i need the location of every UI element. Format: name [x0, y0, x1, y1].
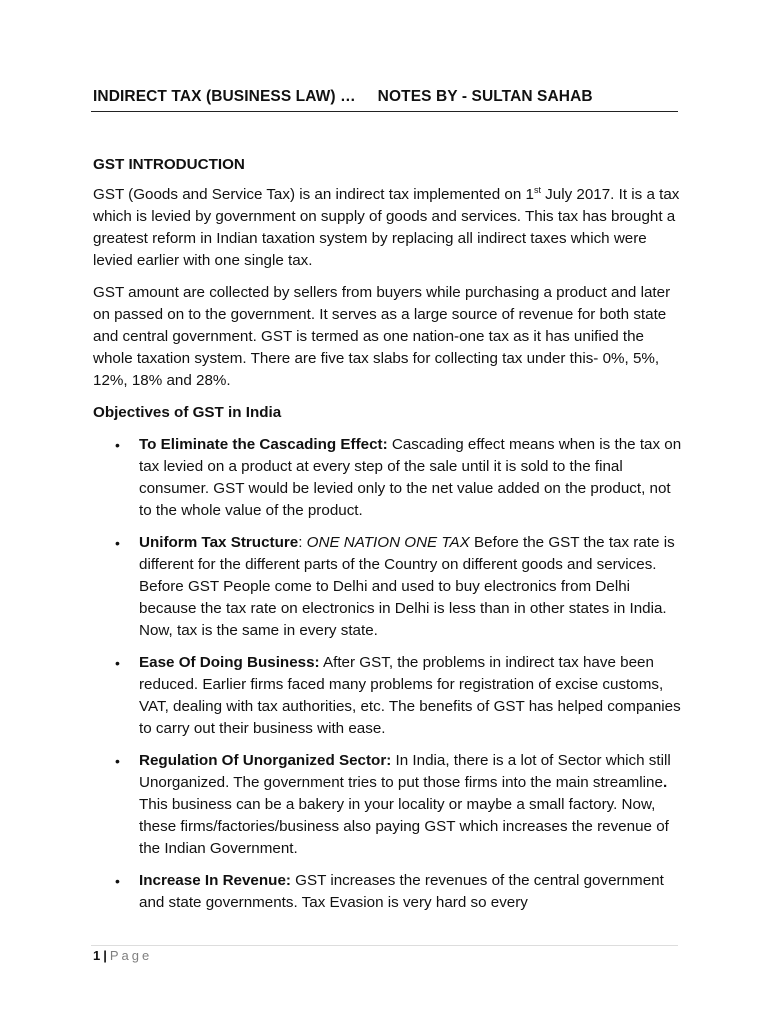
- page-label: Page: [109, 948, 153, 963]
- list-item: [93, 434, 683, 522]
- list-item-text: After GST, the problems in indirect tax have been reduced. Earlier firms faced many problems for registration of excise customs, VAT, dealing with tax authorities, etc. The benefits of GST has helped companies to carry out their business with ease.: [139, 654, 681, 737]
- header-author: NOTES BY - SULTAN SAHAB: [377, 88, 593, 105]
- list-item: [93, 870, 683, 914]
- list-item-label: Increase In Revenue:: [139, 872, 291, 889]
- page-header: [93, 88, 678, 112]
- section-title: GST INTRODUCTION: [93, 156, 245, 173]
- list-item-emphasis: ONE NATION ONE TAX: [302, 534, 470, 551]
- list-item-text: GST increases the revenues of the central government and state governments. Tax Evasion is very hard so every: [139, 872, 664, 911]
- bullet-icon: •: [115, 873, 120, 889]
- footer-separator: |: [103, 948, 107, 963]
- document-body: [93, 154, 683, 924]
- objectives-title: Objectives of GST in India: [93, 404, 282, 421]
- list-item: • Uniform Tax Structure: ONE NATION ONE TAX Before the GST the tax rate is different for the different parts of the Country on different goods and services. Before GST People come to Delhi and used to buy electronics from Delhi because the tax rate on electronics in Delhi is less than in other states in India. Now, tax is the same in every state.: [115, 534, 675, 639]
- list-item-label: Ease Of Doing Business:: [139, 654, 320, 671]
- header-title: INDIRECT TAX (BUSINESS LAW) …: [93, 88, 356, 105]
- header-rule: [91, 111, 678, 112]
- list-item-text: In India, there is a lot of Sector which still Unorganized. The government tries to put those firms into the main streamline: [139, 752, 671, 791]
- list-item: • Regulation Of Unorganized Sector: In India, there is a lot of Sector which still Unorganized. The government tries to put those firms into the main streamline. This business can be a bakery in your locality or maybe a small factory. Now, these firms/factories/business also paying GST which increases the revenue of the Indian Government.: [115, 752, 671, 857]
- objectives-list: [93, 434, 683, 914]
- list-item-text: Before the GST the tax rate is different for the different parts of the Country on different goods and services. Before GST People come to Delhi and used to buy electronics from Delhi because the tax rate on electronics in Delhi is less than in other states in India. Now, tax is the same in every state.: [139, 534, 675, 639]
- list-item-label: Regulation Of Unorganized Sector:: [139, 752, 392, 769]
- bullet-icon: •: [115, 655, 120, 671]
- bullet-icon: •: [115, 437, 120, 453]
- list-item: [93, 652, 683, 740]
- list-item-text: Cascading effect means when is the tax on tax levied on a product at every step of the sale until it is sold to the final consumer. GST would be levied only to the net value added on the product, not to the whole value of the product.: [139, 436, 682, 519]
- footer-rule: [91, 945, 678, 946]
- list-item-label: Uniform Tax Structure: [139, 534, 299, 551]
- page-number: 1: [93, 948, 101, 963]
- intro-paragraph-2: GST amount are collected by sellers from buyers while purchasing a product and later on passed on to the government. It serves as a large source of revenue for both state and central government. GST is termed as one nation-one tax as it has unified the whole taxation system. There are five tax slabs for collecting tax under this- 0%, 5%, 12%, 18% and 28%.: [93, 284, 671, 389]
- superscript-st: st: [533, 184, 541, 195]
- list-item-label: To Eliminate the Cascading Effect:: [139, 436, 388, 453]
- bullet-icon: •: [115, 535, 120, 551]
- bullet-icon: •: [115, 753, 120, 769]
- page-footer: [93, 948, 152, 963]
- intro-paragraph-1: GST (Goods and Service Tax) is an indirect tax implemented on 1st July 2017. It is a tax which is levied by government on supply of goods and services. This tax has brought a greatest reform in Indian taxation system by replacing all indirect taxes which were levied earlier with one single tax.: [93, 184, 680, 269]
